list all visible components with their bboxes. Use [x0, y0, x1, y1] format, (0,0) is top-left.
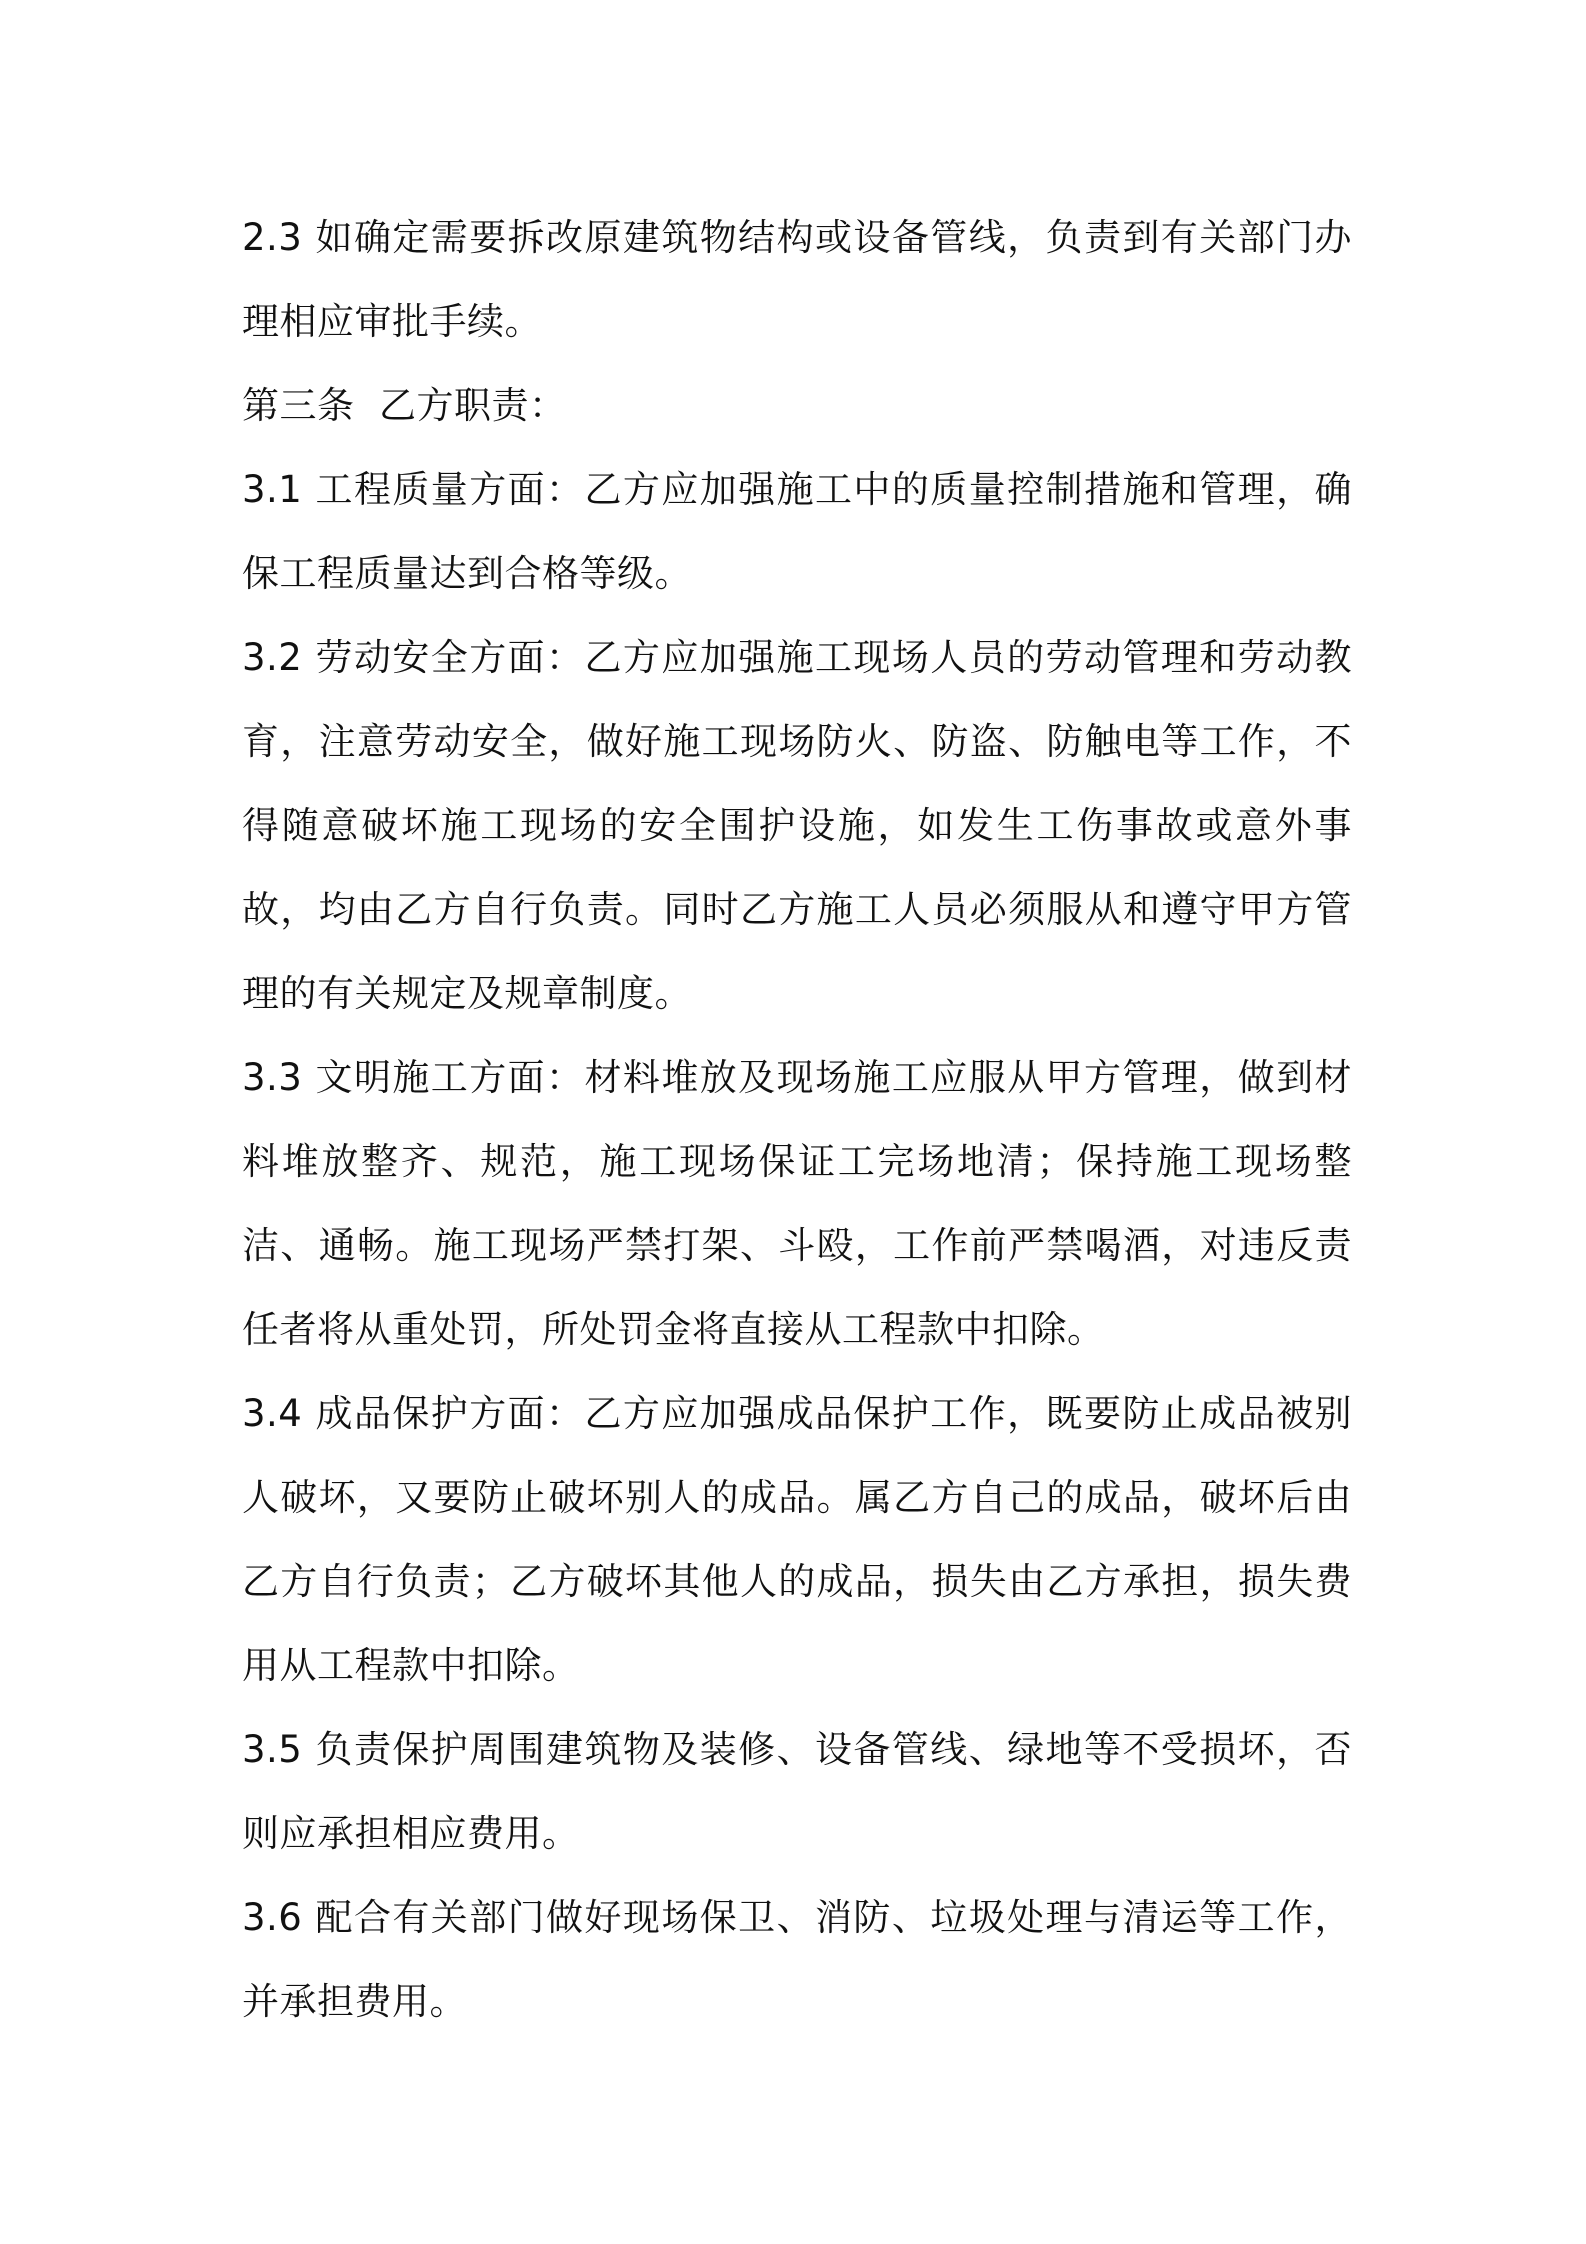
article-3-heading: 第三条 乙方职责： — [242, 384, 567, 427]
clause-3-1: 3.1 工程质量方面：乙方应加强施工中的质量控制措施和管理，确保工程质量达到合格等级。 — [242, 468, 1352, 595]
clause-3-3: 3.3 文明施工方面：材料堆放及现场施工应服从甲方管理，做到材料堆放整齐、规范，施工现场保证工完场地清；保持施工现场整洁、通畅。施工现场严禁打架、斗殴，工作前严禁喝酒，对违反责任者将从重处罚，所处罚金将直接从工程款中扣除。 — [242, 1056, 1352, 1351]
clause-2-3: 2.3 如确定需要拆改原建筑物结构或设备管线，负责到有关部门办理相应审批手续。 — [242, 216, 1352, 343]
document-body — [242, 196, 1352, 2044]
clause-3-5: 3.5 负责保护周围建筑物及装修、设备管线、绿地等不受损坏，否则应承担相应费用。 — [242, 1728, 1352, 1855]
clause-3-6: 3.6 配合有关部门做好现场保卫、消防、垃圾处理与清运等工作，并承担费用。 — [242, 1896, 1352, 2023]
clause-3-2: 3.2 劳动安全方面：乙方应加强施工现场人员的劳动管理和劳动教育，注意劳动安全，做好施工现场防火、防盗、防触电等工作，不得随意破坏施工现场的安全围护设施，如发生工伤事故或意外事故，均由乙方自行负责。同时乙方施工人员必须服从和遵守甲方管理的有关规定及规章制度。 — [242, 636, 1352, 1015]
clause-3-4: 3.4 成品保护方面：乙方应加强成品保护工作，既要防止成品被别人破坏，又要防止破坏别人的成品。属乙方自己的成品，破坏后由乙方自行负责；乙方破坏其他人的成品，损失由乙方承担，损失费用从工程款中扣除。 — [242, 1392, 1352, 1687]
